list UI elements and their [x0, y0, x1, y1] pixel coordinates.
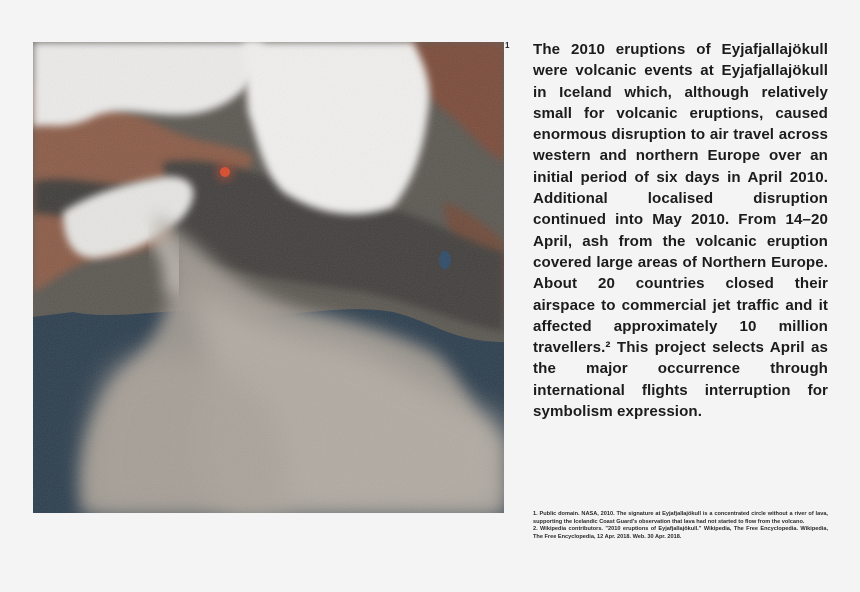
footnotes [533, 511, 828, 541]
satellite-image [33, 42, 504, 513]
footnote-1: 1. Public domain. NASA, 2010. The signature at Eyjafjallajökull is a concentrated circle without a river of lava, supporting the Icelandic Coast Guard's observation that lava had not started to flow from the volcano. [533, 511, 828, 525]
body-paragraph: The 2010 eruptions of Eyjafjallajökull were volcanic events at Eyjafjallajökull in Iceland which, although relatively small for volcanic eruptions, caused enormous disruption to air travel across western and northern Europe over an initial period of six days in April 2010. Additional localised disruption continued into May 2010. From 14–20 April, ash from the volcanic eruption covered large areas of Northern Europe. About 20 countries closed their airspace to commercial jet traffic and it affected approximately 10 million travellers.² This project selects April as the major occurrence through international flights interruption for symbolism expression. [533, 41, 828, 421]
footnote-2: 2. Wikipedia contributors. "2010 eruptions of Eyjafjallajökull." Wikipedia, The Free Encyclopedia. Wikipedia, The Free Encyclopedia, 12 Apr. 2018. Web. 30 Apr. 2018. [533, 526, 828, 540]
satellite-photo-illustration [33, 42, 504, 513]
figure-reference-marker: 1 [505, 41, 510, 50]
